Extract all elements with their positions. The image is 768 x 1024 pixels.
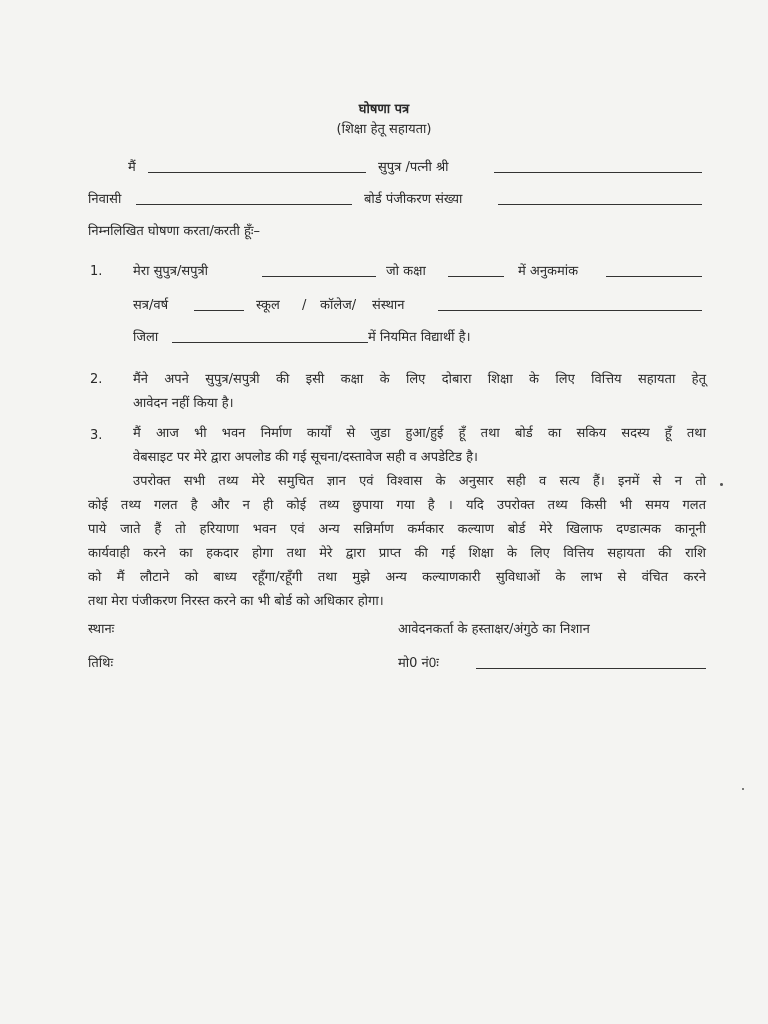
declare-row [0,220,768,244]
declaration-line: कार्यवाही करने का हकदार होगा तथा मेरे द्वारा प्राप्त की गई शिक्षा के लिए वित्तिय सहायता की राशि [88,546,706,561]
scan-speck [720,483,723,486]
child-name-field[interactable] [262,276,376,277]
resident-row [0,188,768,212]
item1-number: 1. [90,264,103,279]
resident-label: निवासी [88,192,122,207]
main-label: मैं [128,160,136,175]
board-reg-label: बोर्ड पंजीकरण संख्या [364,192,463,207]
item2-line: मैंने अपने सुपुत्र/सपुत्री की इसी कक्षा के लिए दोबारा शिक्षा के लिए वित्तिय सहायता हेतू [133,372,706,387]
district-label: जिला [133,330,159,345]
district-field[interactable] [172,342,368,343]
session-label: सत्र/वर्ष [133,298,169,313]
item2-line: आवेदन नहीं किया है। [133,396,234,411]
declarant-name-row [0,156,768,180]
item3-line: मैं आज भी भवन निर्माण कार्यों से जुडा हुआ/हुई हूँ तथा बोर्ड का सकिय सदस्य हूँ तथा [133,426,706,441]
declaration-line: तथा मेरा पंजीकरण निरस्त करने का भी बोर्ड को अधिकार होगा। [88,594,384,609]
roll-number-field[interactable] [606,276,702,277]
item3-text [133,422,706,470]
place-signature-row [0,618,768,642]
item1-row3 [0,326,768,350]
regular-student-text: में नियमित विद्यार्थी है। [368,330,471,345]
declaration-paragraph [88,470,706,614]
father-husband-name-field[interactable] [494,172,702,173]
college-label: कॉलेज/ [320,298,357,313]
item2-number: 2. [90,372,103,387]
item1-row1 [0,260,768,284]
institute-field[interactable] [438,310,702,311]
date-label: तिथिः [88,656,114,671]
resident-address-field[interactable] [136,204,352,205]
item3-number-row [0,424,103,448]
declaration-line: पाये जाते हैं तो हरियाणा भवन एवं अन्य सन्निर्माण कर्मकार कल्याण बोर्ड मेरे खिलाफ दण्डात्मक कानूनी [88,522,706,537]
declaration-line: उपरोक्त सभी तथ्य मेरे समुचित ज्ञान एवं विश्वास के अनुसार सही व सत्य हैं। इनमें से न तो [133,474,706,489]
declare-text: निम्नलिखित घोषणा करता/करती हूँः– [88,224,261,239]
item1-row2 [0,294,768,318]
item2-text [133,368,706,416]
relation-label: सुपुत्र /पत्नी श्री [378,160,449,175]
declaration-line: को मैं लौटाने को बाध्य रहूँगा/रहूँगी तथा मुझे अन्य कल्याणकारी सुविधाओं के लाभ से वंचित करने [88,570,706,585]
place-label: स्थानः [88,622,115,637]
page-title: घोषणा पत्र [358,102,410,117]
item3-number: 3. [90,428,103,443]
child-label: मेरा सुपुत्र/सपुत्री [133,264,209,279]
item3-line: वेबसाइट पर मेरे द्वारा अपलोड की गई सूचना/दस्तावेज सही व अपडेटिड है। [133,450,478,465]
scan-speck [742,788,744,790]
declaration-line: कोई तथ्य गलत है और न ही कोई तथ्य छुपाया गया है । यदि उपरोक्त तथ्य किसी भी समय गलत [88,498,706,513]
institute-label: संस्थान [372,298,405,313]
signature-label: आवेदनकर्ता के हस्ताक्षर/अंगुठे का निशान [398,622,590,637]
board-reg-number-field[interactable] [498,204,702,205]
roll-number-label: में अनुकमांक [518,264,579,279]
page-subtitle: (शिक्षा हेतू सहायता) [336,122,432,137]
school-separator: / [302,298,307,313]
date-mobile-row [0,652,768,676]
school-label: स्कूल [256,298,280,313]
session-field[interactable] [194,310,244,311]
mobile-label: मो0 नं0ः [398,656,439,671]
declarant-name-field[interactable] [148,172,366,173]
item2-number-row [0,368,103,392]
mobile-number-field[interactable] [476,668,706,669]
class-label: जो कक्षा [386,264,426,279]
class-field[interactable] [448,276,504,277]
